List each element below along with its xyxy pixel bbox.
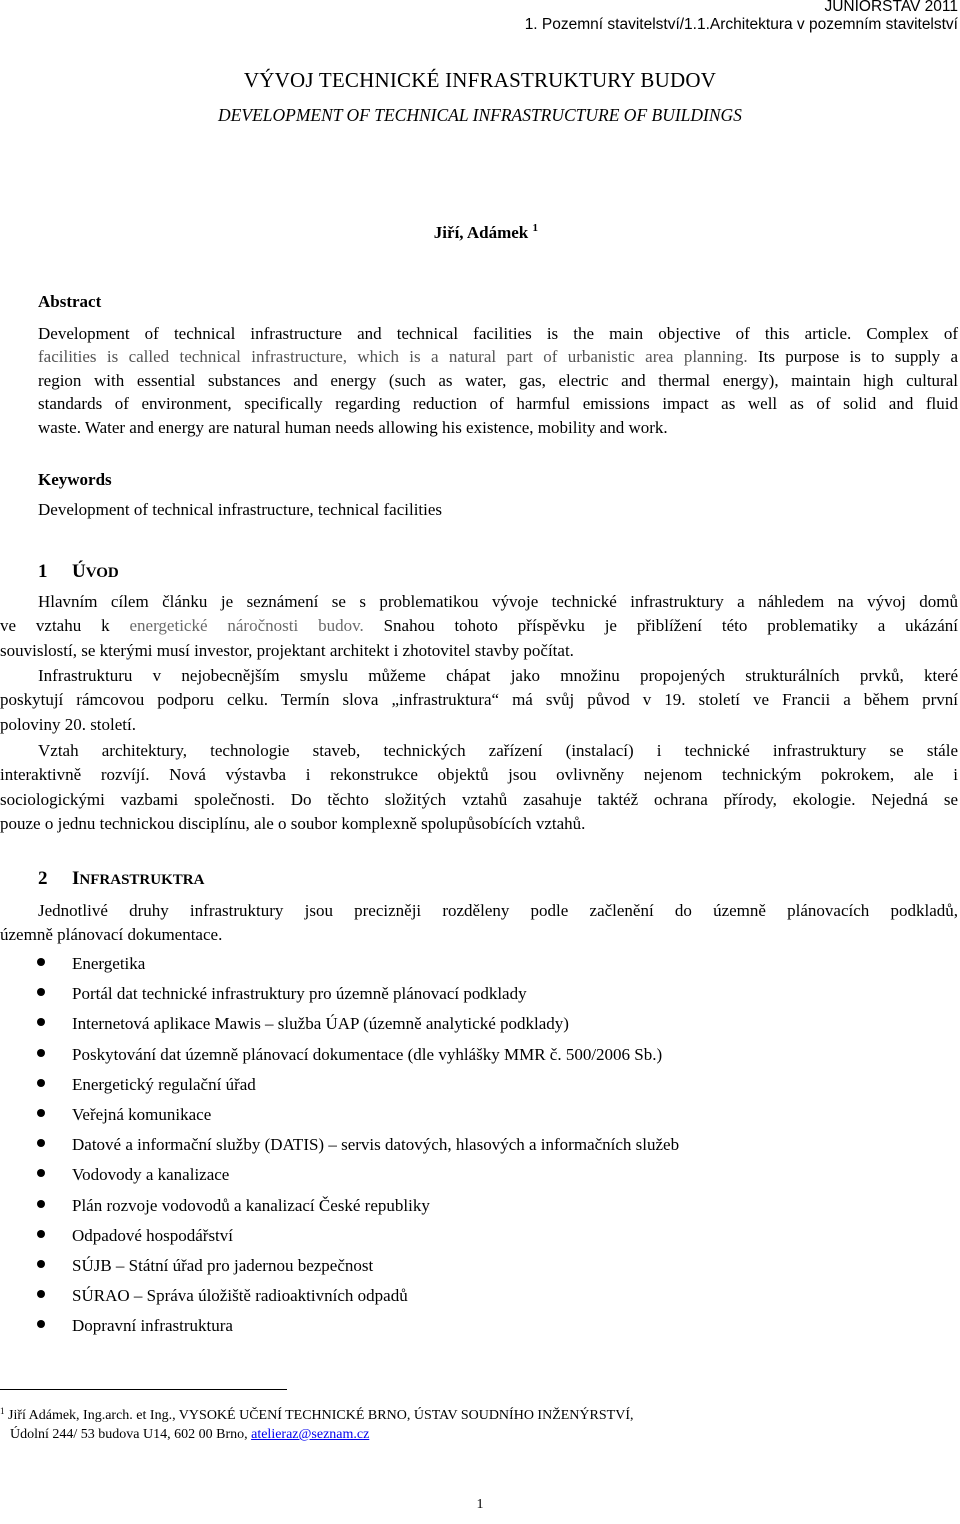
bullet-icon bbox=[37, 1018, 45, 1026]
footnote-divider bbox=[0, 1389, 287, 1390]
paragraph-line: pouze o jednu technickou disciplínu, ale o soubor komplexně spolupůsobících vztahů. bbox=[0, 814, 586, 834]
paragraph-line: polovinу 20. století. bbox=[0, 714, 136, 734]
paragraph-line-part: ve vztahu k bbox=[0, 616, 110, 636]
bullet-icon bbox=[37, 1230, 45, 1238]
section-1-paragraph-3 bbox=[0, 739, 958, 837]
paper-title: VÝVOJ TECHNICKÉ INFRASTRUKTURY BUDOV bbox=[243, 68, 717, 92]
list-item bbox=[0, 1192, 960, 1222]
infrastructure-list bbox=[0, 950, 960, 1342]
bullet-icon bbox=[37, 1109, 45, 1117]
list-item-text: Plán rozvoje vodovodů a kanalizací České republiky bbox=[72, 1195, 430, 1215]
footnote-email-link[interactable]: atelieraz@seznam.cz bbox=[251, 1427, 370, 1442]
section-title-rest: NFRASTRUKTRA bbox=[79, 872, 205, 888]
list-item bbox=[0, 1222, 960, 1252]
paragraph-line: souvislostí, se kterými musí investor, projektant architekt i zhotovitel stavby počítat. bbox=[0, 640, 574, 660]
list-item bbox=[0, 1312, 960, 1342]
author-footnote-mark: 1 bbox=[532, 222, 538, 234]
abstract-line: waste. Water and energy are natural human needs allowing his existence, mobility and work. bbox=[38, 417, 668, 437]
list-item-text: Portál dat technické infrastruktury pro územně plánovací podklady bbox=[72, 984, 527, 1004]
abstract-line: region with essential substances and energy (such as water, gas, electric and thermal energy), maintain high cultural bbox=[38, 370, 958, 390]
paragraph-line: sociologickými vazbami společnosti. Do těchto složitých vztahů zasahuje taktéž ochrana přírody, ekologie. Nejedná se bbox=[0, 789, 958, 809]
bullet-icon bbox=[37, 1049, 45, 1057]
abstract-line bbox=[38, 345, 958, 368]
keywords-text: Development of technical infrastructure, technical facilities bbox=[38, 500, 443, 519]
paragraph-line: Vztah architektury, technologie staveb, technických zařízení (instalací) i technické infrastruktury se stále bbox=[38, 741, 958, 760]
list-item-text: SÚRAO – Správa úložiště radioaktivních odpadů bbox=[72, 1286, 408, 1306]
footnote-text: Jiří Adámek, Ing.arch. et Ing., VYSOKÉ UČENÍ TECHNICKÉ BRNO, ÚSTAV SOUDNÍHO INŽENÝRSTVÍ, bbox=[8, 1408, 634, 1423]
abstract-heading: Abstract bbox=[38, 292, 102, 311]
footnote-line-2 bbox=[0, 1425, 633, 1444]
bullet-icon bbox=[37, 958, 45, 966]
abstract-line-part: facilities is called technical infrastructure, which is a natural part of urbanistic area planning. bbox=[38, 347, 748, 367]
abstract-line: Development of technical infrastructure and technical facilities is the main objective of this article. Complex of bbox=[38, 324, 958, 343]
section-title-rest: VOD bbox=[85, 565, 119, 581]
list-item bbox=[0, 1131, 960, 1161]
bullet-icon bbox=[37, 1200, 45, 1208]
section-1-paragraph-1 bbox=[0, 590, 958, 663]
list-item bbox=[0, 950, 960, 980]
list-item-text: Datové a informační služby (DATIS) – servis datových, hlasových a informačních služeb bbox=[72, 1135, 680, 1155]
section-title-initial: I bbox=[72, 868, 80, 889]
paragraph-line-part: Snahou tohoto příspěvku je přiblížení této problematiky a ukázání bbox=[383, 616, 959, 636]
paper-subtitle: DEVELOPMENT OF TECHNICAL INFRASTRUCTURE OF BUILDINGS bbox=[218, 105, 742, 125]
page-number: 1 bbox=[476, 1497, 484, 1512]
list-item-text: Odpadové hospodářství bbox=[72, 1225, 234, 1245]
abstract-line: standards of environment, specifically regarding reduction of harmful emissions impact as well as of solid and fluid bbox=[38, 394, 958, 414]
list-item-text: Internetová aplikace Mawis – služba ÚAP (územně analytické podklady) bbox=[72, 1014, 569, 1034]
author-name: Jiří, Adámek bbox=[433, 223, 529, 242]
section-title-initial: Ú bbox=[72, 561, 86, 582]
list-item-text: Veřejná komunikace bbox=[72, 1104, 212, 1124]
paragraph-line-part: energetické náročnosti budov. bbox=[129, 616, 364, 636]
section-2-heading bbox=[38, 868, 204, 890]
list-item bbox=[0, 1010, 960, 1040]
keywords-heading: Keywords bbox=[38, 470, 112, 489]
running-header-conference: JUNIORSTAV 2011 bbox=[824, 0, 958, 15]
bullet-icon bbox=[37, 1320, 45, 1328]
paragraph-line bbox=[0, 614, 958, 638]
paragraph-line: interaktivně rozvíjí. Nová výstavba i rekonstrukce objektů jsou ovlivněny nejenom technickým pokrokem, ale i bbox=[0, 765, 958, 785]
bullet-icon bbox=[37, 1139, 45, 1147]
section-1-heading bbox=[38, 561, 119, 583]
paragraph-line: územně plánovací dokumentace. bbox=[0, 925, 223, 945]
bullet-icon bbox=[37, 1079, 45, 1087]
footnote-mark: 1 bbox=[0, 1406, 5, 1416]
list-item-text: Energetika bbox=[72, 954, 146, 973]
list-item bbox=[0, 1282, 960, 1312]
list-item bbox=[0, 1041, 960, 1071]
list-item-text: SÚJB – Státní úřad pro jadernou bezpečnost bbox=[72, 1255, 374, 1275]
list-item bbox=[0, 1101, 960, 1131]
bullet-icon bbox=[37, 988, 45, 996]
footnote bbox=[0, 1402, 633, 1444]
list-item-text: Vodovody a kanalizace bbox=[72, 1165, 230, 1185]
abstract-line-part: Its purpose is to supply a bbox=[757, 347, 958, 367]
list-item-text: Dopravní infrastruktura bbox=[72, 1316, 233, 1336]
bullet-icon bbox=[37, 1260, 45, 1268]
section-number: 1 bbox=[38, 561, 48, 582]
section-1-paragraph-2 bbox=[0, 664, 958, 737]
list-item bbox=[0, 1161, 960, 1191]
bullet-icon bbox=[37, 1290, 45, 1298]
paragraph-line: Infrastrukturu v nejobecnějším smyslu můžeme chápat jako množinu propojených strukturálních prvků, které bbox=[38, 666, 958, 685]
list-item bbox=[0, 980, 960, 1010]
author-line bbox=[434, 222, 538, 243]
paragraph-line: Jednotlivé druhy infrastruktury jsou precizněji rozděleny podle začlenění do územně plánovacích podkladů, bbox=[38, 901, 958, 920]
list-item bbox=[0, 1252, 960, 1282]
paragraph-line: poskytují rámcovou podporu celku. Termín slova „infrastruktura“ má svůj původ v 19. století ve Francii a během první bbox=[0, 690, 958, 710]
footnote-line-1 bbox=[0, 1402, 633, 1425]
footnote-address: Údolní 244/ 53 budova U14, 602 00 Brno, bbox=[10, 1427, 248, 1442]
list-item-text: Energetický regulační úřad bbox=[72, 1074, 256, 1094]
section-2-paragraph bbox=[0, 899, 958, 948]
list-item-text: Poskytování dat územně plánovací dokumentace (dle vyhlášky MMR č. 500/2006 Sb.) bbox=[72, 1044, 663, 1064]
abstract-body bbox=[38, 322, 958, 439]
section-number: 2 bbox=[38, 868, 48, 889]
bullet-icon bbox=[37, 1169, 45, 1177]
running-header-section: 1. Pozemní stavitelství/1.1.Architektura v pozemním stavitelství bbox=[524, 16, 958, 33]
list-item bbox=[0, 1071, 960, 1101]
paragraph-line: Hlavním cílem článku je seznámení se s problematikou vývoje technické infrastruktury a náhledem na vývoj domů bbox=[38, 592, 958, 611]
